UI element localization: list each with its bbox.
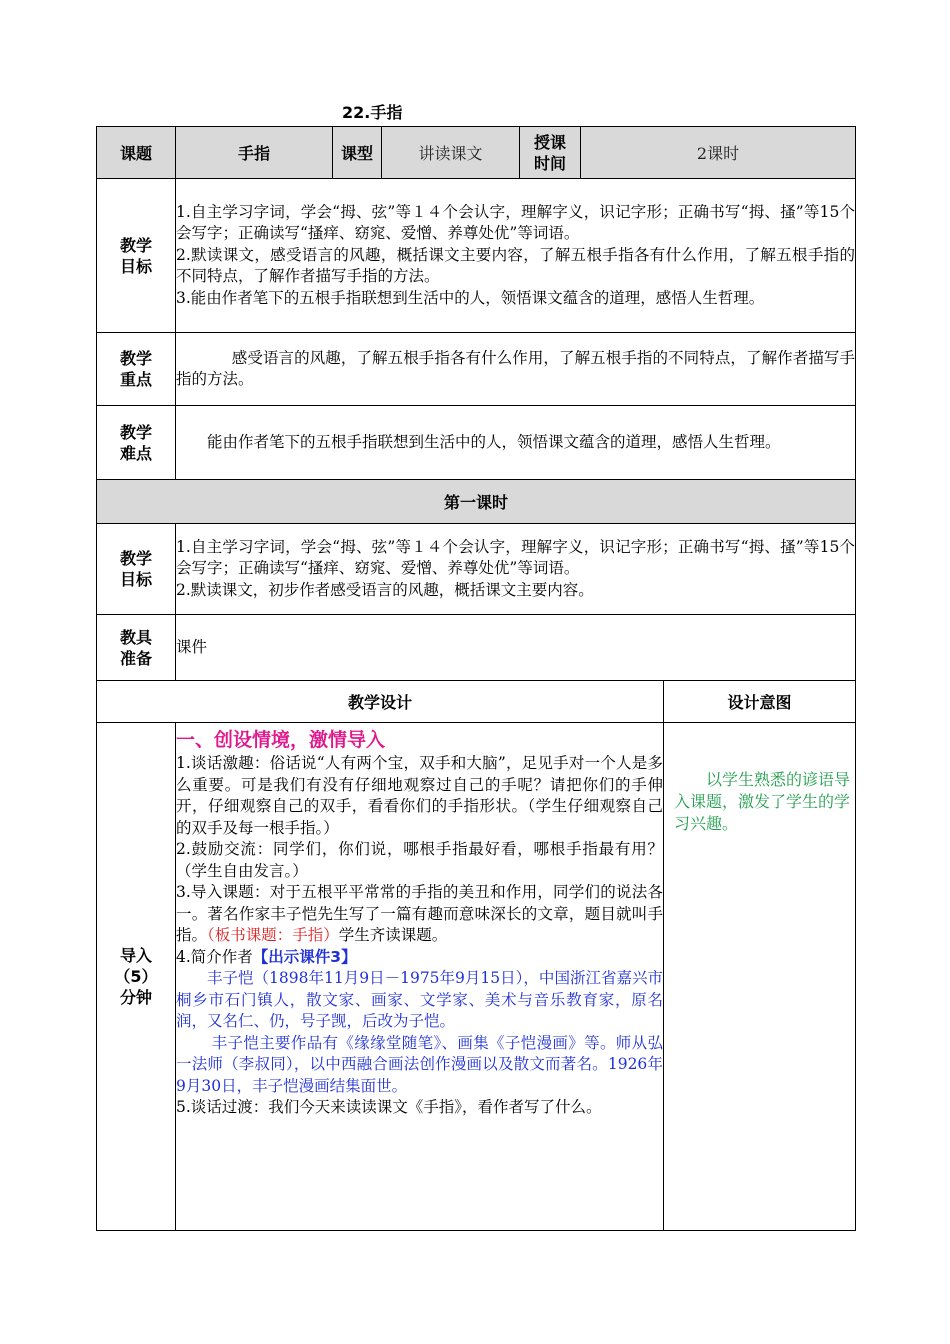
author-works: 丰子恺主要作品有《缘缘堂随笔》、画集《子恺漫画》等。师从弘一法师（李叔同），以中西融合画法创作漫画以及散文而著名。1926年9月30日，丰子恺漫画结集面世。 <box>176 1033 663 1095</box>
stage-time: （5） <box>114 967 158 986</box>
topic-label: 课题 <box>97 127 176 179</box>
intro-stage-row <box>97 723 856 1231</box>
key-points-text: 感受语言的风趣，了解五根手指各有什么作用，了解五根手指的不同特点，了解作者描写手指的方法。 <box>176 333 856 406</box>
goals-text <box>176 179 856 333</box>
lesson1-goals-label: 教学目标 <box>97 524 176 615</box>
intent-text: 以学生熟悉的谚语导入课题，激发了学生的学习兴趣。 <box>674 770 851 833</box>
goal-item: 1.自主学习字词，学会“拇、弦”等１４个会认字，理解字义，识记字形；正确书写“拇、搔”等15个会写字；正确读写“搔痒、窈窕、爱憎、养尊处优”等词语。 <box>176 537 855 578</box>
goals-label: 教学目标 <box>97 179 176 333</box>
goals-row <box>97 179 856 333</box>
intro-content: 一、创设情境，激情导入 1.谈话激趣：俗话说“人有两个宝，双手和大脑”，足见手对一个人是多么重要。可是我们有没有仔细地观察过自己的手呢？请把你们的手伸开，仔细观察自己的双手，看看你们的手指形状。（学生仔细观察自己的双手及每一根手指。） 2.鼓励交流：同学们，你们说，哪根手指最好看，哪根手指最有用？（学生自由发言。） 3.导入课题：对于五根平平常常的手指的美丑和作用，同学们的说法各一。著名作家丰子恺先生写了一篇有趣而意味深长的文章，题目就叫手指。（板书课题：手指）学生齐读课题。 4.简介作者【出示课件3】 丰子恺（1898年11月9日－1975年9月15日），中国浙江省嘉兴市桐乡市石门镇人，散文家、画家、文学家、美术与音乐教育家，原名润，又名仁、仍，号子觊，后改为子恺。 丰子恺主要作品有《缘缘堂随笔》、画集《子恺漫画》等。师从弘一法师（李叔同），以中西融合画法创作漫画以及散文而著名。1926年9月30日，丰子恺漫画结集面世。 5.谈话过渡：我们今天来读读课文《手指》，看作者写了什么。 <box>176 723 664 1231</box>
type-value: 讲读课文 <box>382 127 520 179</box>
difficulties-row <box>97 406 856 480</box>
document-title: 22.手指 <box>342 103 403 122</box>
goal-item: 2.默读课文，初步作者感受语言的风趣，概括课文主要内容。 <box>176 580 594 599</box>
lesson-plan-table <box>96 126 856 1231</box>
tools-label: 教具准备 <box>97 615 176 681</box>
section-title: 一、创设情境，激情导入 <box>176 729 386 751</box>
tools-value: 课件 <box>176 615 856 681</box>
intent-cell <box>664 723 856 1231</box>
lesson1-title-row <box>97 480 856 524</box>
hours-value: 2课时 <box>581 127 856 179</box>
lesson1-title: 第一课时 <box>97 480 856 524</box>
goal-item: 3.能由作者笔下的五根手指联想到生活中的人，领悟课文蕴含的道理，感悟人生哲理。 <box>176 288 765 307</box>
goal-item: 1.自主学习字词，学会“拇、弦”等１４个会认字，理解字义，识记字形；正确书写“拇、搔”等15个会写字；正确读写“搔痒、窈窕、爱憎、养尊处优”等词语。 <box>176 202 855 243</box>
type-label: 课型 <box>333 127 382 179</box>
lesson1-goals-row <box>97 524 856 615</box>
topic-value: 手指 <box>176 127 333 179</box>
key-points-label: 教学重点 <box>97 333 176 406</box>
lesson1-goals-text <box>176 524 856 615</box>
header-row <box>97 127 856 179</box>
courseware-ref: 【出示课件3】 <box>252 947 357 966</box>
design-col-title: 教学设计 <box>97 681 664 723</box>
difficulties-label: 教学难点 <box>97 406 176 480</box>
difficulties-text: 能由作者笔下的五根手指联想到生活中的人，领悟课文蕴含的道理，感悟人生哲理。 <box>176 406 856 480</box>
author-intro: 丰子恺（1898年11月9日－1975年9月15日），中国浙江省嘉兴市桐乡市石门镇人，散文家、画家、文学家、美术与音乐教育家，原名润，又名仁、仍，号子觊，后改为子恺。 <box>176 969 663 1030</box>
board-note: （板书课题：手指） <box>207 926 339 944</box>
intent-col-title: 设计意图 <box>664 681 856 723</box>
hours-label: 授课时间 <box>520 127 581 179</box>
key-points-row <box>97 333 856 406</box>
tools-row <box>97 615 856 681</box>
goal-item: 2.默读课文，感受语言的风趣，概括课文主要内容，了解五根手指各有什么作用，了解五根手指的不同特点，了解作者描写手指的方法。 <box>176 245 855 286</box>
stage-label: 导入 （5） 分钟 <box>97 723 176 1231</box>
design-header-row <box>97 681 856 723</box>
